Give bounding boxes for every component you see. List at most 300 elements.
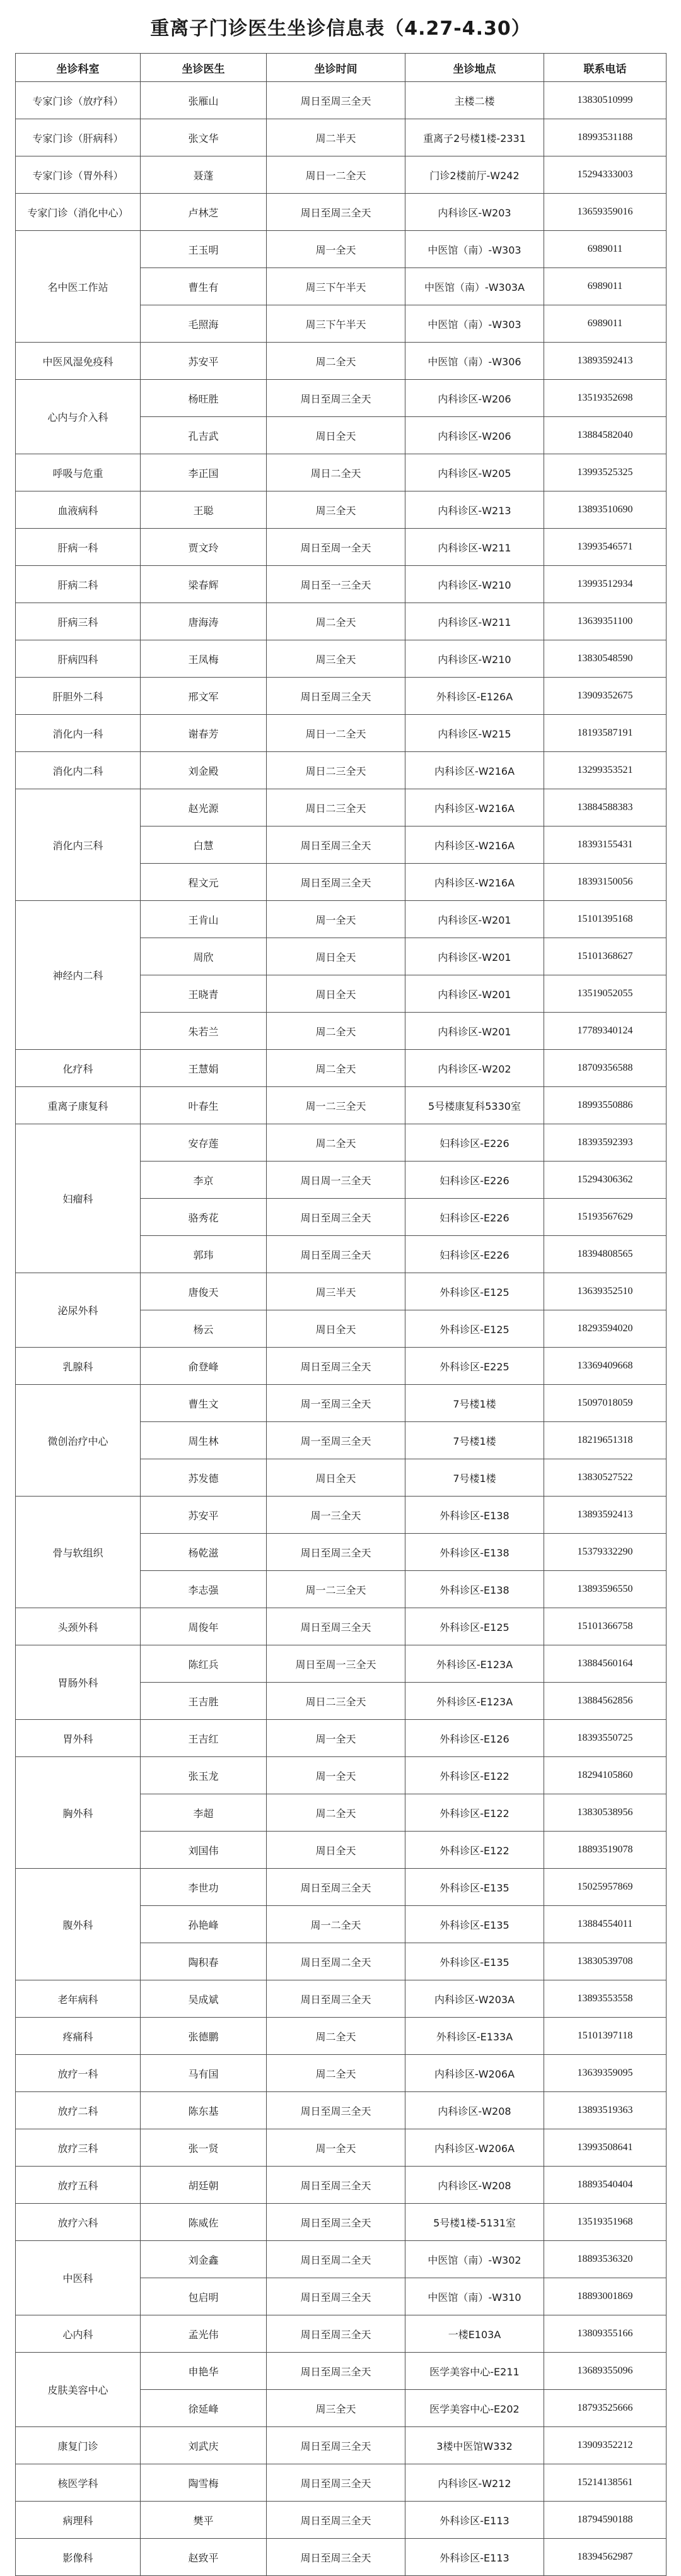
location-cell: 3楼中医馆W332 <box>405 2427 544 2464</box>
phone-cell: 13884582040 <box>544 417 666 454</box>
time-cell: 周一至周三全天 <box>267 1422 405 1459</box>
location-cell: 内科诊区-W201 <box>405 1013 544 1050</box>
time-cell: 周日至周三全天 <box>267 2092 405 2129</box>
location-cell: 中医馆（南）-W310 <box>405 2278 544 2315</box>
header-time: 坐诊时间 <box>267 54 405 82</box>
location-cell: 内科诊区-W201 <box>405 938 544 975</box>
phone-cell: 15101395168 <box>544 901 666 938</box>
department-cell: 专家门诊（胃外科） <box>16 156 141 194</box>
location-cell: 内科诊区-W205 <box>405 454 544 491</box>
time-cell: 周三全天 <box>267 640 405 678</box>
table-row <box>16 1087 666 1124</box>
time-cell: 周一全天 <box>267 901 405 938</box>
time-cell: 周三下午半天 <box>267 305 405 343</box>
table-row <box>16 2167 666 2204</box>
department-cell: 核医学科 <box>16 2464 141 2502</box>
table-row <box>16 2464 666 2502</box>
table-row <box>16 343 666 380</box>
location-cell: 内科诊区-W206 <box>405 380 544 417</box>
phone-cell: 13893519363 <box>544 2092 666 2129</box>
time-cell: 周三下午半天 <box>267 268 405 305</box>
phone-cell: 18193587191 <box>544 715 666 752</box>
department-cell: 影像科 <box>16 2539 141 2576</box>
table-row <box>16 454 666 491</box>
doctor-cell: 曹生有 <box>141 268 267 305</box>
department-cell: 病理科 <box>16 2502 141 2539</box>
doctor-cell: 刘金殿 <box>141 752 267 789</box>
doctor-cell: 刘武庆 <box>141 2427 267 2464</box>
phone-cell: 13639352510 <box>544 1273 666 1310</box>
phone-cell: 18394808565 <box>544 1236 666 1273</box>
department-cell: 血液病科 <box>16 491 141 529</box>
doctor-cell: 骆秀花 <box>141 1199 267 1236</box>
location-cell: 外科诊区-E125 <box>405 1273 544 1310</box>
doctor-cell: 周欣 <box>141 938 267 975</box>
location-cell: 内科诊区-W216A <box>405 864 544 901</box>
phone-cell: 18393592393 <box>544 1124 666 1162</box>
doctor-cell: 谢春芳 <box>141 715 267 752</box>
phone-cell: 15214138561 <box>544 2464 666 2502</box>
location-cell: 外科诊区-E125 <box>405 1608 544 1645</box>
time-cell: 周日至周三全天 <box>267 826 405 864</box>
time-cell: 周日至周三全天 <box>267 194 405 231</box>
table-row <box>16 1608 666 1645</box>
time-cell: 周日至周三全天 <box>267 1534 405 1571</box>
location-cell: 内科诊区-W210 <box>405 640 544 678</box>
phone-cell: 13639351100 <box>544 603 666 640</box>
location-cell: 内科诊区-W206 <box>405 417 544 454</box>
phone-cell: 18393550725 <box>544 1720 666 1757</box>
time-cell: 周日周一三全天 <box>267 1162 405 1199</box>
time-cell: 周日至周三全天 <box>267 380 405 417</box>
table-row <box>16 1869 666 1906</box>
table-row <box>16 752 666 789</box>
department-cell: 放疗一科 <box>16 2055 141 2092</box>
phone-cell: 18893519078 <box>544 1832 666 1869</box>
location-cell: 内科诊区-W211 <box>405 603 544 640</box>
time-cell: 周日至周三全天 <box>267 1980 405 2018</box>
time-cell: 周日全天 <box>267 1310 405 1348</box>
table-row <box>16 156 666 194</box>
location-cell: 外科诊区-E126 <box>405 1720 544 1757</box>
table-row <box>16 231 666 268</box>
time-cell: 周一全天 <box>267 231 405 268</box>
time-cell: 周二全天 <box>267 2018 405 2055</box>
location-cell: 内科诊区-W216A <box>405 789 544 826</box>
doctor-cell: 郭玮 <box>141 1236 267 1273</box>
phone-cell: 15193567629 <box>544 1199 666 1236</box>
doctor-cell: 白慧 <box>141 826 267 864</box>
location-cell: 外科诊区-E122 <box>405 1794 544 1832</box>
phone-cell: 18893536320 <box>544 2241 666 2278</box>
department-cell: 胃外科 <box>16 1720 141 1757</box>
doctor-cell: 朱若兰 <box>141 1013 267 1050</box>
time-cell: 周二全天 <box>267 1124 405 1162</box>
phone-cell: 13830539708 <box>544 1943 666 1980</box>
phone-cell: 13369409668 <box>544 1348 666 1385</box>
doctor-cell: 俞登峰 <box>141 1348 267 1385</box>
phone-cell: 13830548590 <box>544 640 666 678</box>
doctor-cell: 贾文玲 <box>141 529 267 566</box>
location-cell: 外科诊区-E122 <box>405 1832 544 1869</box>
doctor-cell: 李正国 <box>141 454 267 491</box>
doctor-cell: 赵光源 <box>141 789 267 826</box>
doctor-cell: 王聪 <box>141 491 267 529</box>
time-cell: 周日至周三全天 <box>267 2427 405 2464</box>
location-cell: 5号楼1楼-5131室 <box>405 2204 544 2241</box>
time-cell: 周日至周三全天 <box>267 864 405 901</box>
department-cell: 专家门诊（肝病科） <box>16 119 141 156</box>
location-cell: 中医馆（南）-W302 <box>405 2241 544 2278</box>
department-cell: 泌尿外科 <box>16 1273 141 1348</box>
time-cell: 周日全天 <box>267 938 405 975</box>
header-doctor: 坐诊医生 <box>141 54 267 82</box>
location-cell: 内科诊区-W202 <box>405 1050 544 1087</box>
phone-cell: 13689355096 <box>544 2353 666 2390</box>
time-cell: 周日至周三全天 <box>267 1608 405 1645</box>
table-row <box>16 1980 666 2018</box>
phone-cell: 13519351968 <box>544 2204 666 2241</box>
doctor-cell: 樊平 <box>141 2502 267 2539</box>
phone-cell: 15101366758 <box>544 1608 666 1645</box>
time-cell: 周二全天 <box>267 343 405 380</box>
doctor-cell: 王吉红 <box>141 1720 267 1757</box>
location-cell: 内科诊区-W212 <box>405 2464 544 2502</box>
doctor-cell: 刘金鑫 <box>141 2241 267 2278</box>
phone-cell: 18893540404 <box>544 2167 666 2204</box>
table-row <box>16 640 666 678</box>
location-cell: 7号楼1楼 <box>405 1385 544 1422</box>
phone-cell: 13909352212 <box>544 2427 666 2464</box>
table-row <box>16 901 666 938</box>
department-cell: 放疗五科 <box>16 2167 141 2204</box>
time-cell: 周日至周三全天 <box>267 2539 405 2576</box>
department-cell: 疼痛科 <box>16 2018 141 2055</box>
doctor-cell: 申艳华 <box>141 2353 267 2390</box>
phone-cell: 15101368627 <box>544 938 666 975</box>
header-row <box>16 54 666 82</box>
location-cell: 医学美容中心-E211 <box>405 2353 544 2390</box>
table-row <box>16 1273 666 1310</box>
time-cell: 周三全天 <box>267 491 405 529</box>
location-cell: 外科诊区-E113 <box>405 2502 544 2539</box>
time-cell: 周日至周三全天 <box>267 2167 405 2204</box>
phone-cell: 18219651318 <box>544 1422 666 1459</box>
time-cell: 周日全天 <box>267 1459 405 1497</box>
table-row <box>16 678 666 715</box>
time-cell: 周日至周一全天 <box>267 529 405 566</box>
doctor-cell: 王晓青 <box>141 975 267 1013</box>
table-row <box>16 715 666 752</box>
department-cell: 放疗六科 <box>16 2204 141 2241</box>
phone-cell: 13830527522 <box>544 1459 666 1497</box>
time-cell: 周日至周三全天 <box>267 82 405 119</box>
phone-cell: 18993550886 <box>544 1087 666 1124</box>
doctor-cell: 李超 <box>141 1794 267 1832</box>
location-cell: 内科诊区-W203A <box>405 1980 544 2018</box>
department-cell: 肝病二科 <box>16 566 141 603</box>
doctor-cell: 赵致平 <box>141 2539 267 2576</box>
doctor-cell: 聂蓬 <box>141 156 267 194</box>
department-cell: 呼吸与危重 <box>16 454 141 491</box>
doctor-cell: 徐延峰 <box>141 2390 267 2427</box>
location-cell: 外科诊区-E122 <box>405 1757 544 1794</box>
time-cell: 周二全天 <box>267 2055 405 2092</box>
location-cell: 外科诊区-E126A <box>405 678 544 715</box>
department-cell: 心内科 <box>16 2315 141 2353</box>
time-cell: 周日全天 <box>267 1832 405 1869</box>
header-phone: 联系电话 <box>544 54 666 82</box>
department-cell: 肝胆外二科 <box>16 678 141 715</box>
time-cell: 周二全天 <box>267 1794 405 1832</box>
table-row <box>16 194 666 231</box>
location-cell: 内科诊区-W208 <box>405 2092 544 2129</box>
time-cell: 周日至周三全天 <box>267 1348 405 1385</box>
phone-cell: 13993508641 <box>544 2129 666 2167</box>
location-cell: 内科诊区-W203 <box>405 194 544 231</box>
location-cell: 医学美容中心-E202 <box>405 2390 544 2427</box>
table-row <box>16 2427 666 2464</box>
doctor-cell: 李世功 <box>141 1869 267 1906</box>
location-cell: 妇科诊区-E226 <box>405 1162 544 1199</box>
doctor-cell: 李志强 <box>141 1571 267 1608</box>
phone-cell: 18393155431 <box>544 826 666 864</box>
doctor-cell: 苏发德 <box>141 1459 267 1497</box>
doctor-cell: 周俊年 <box>141 1608 267 1645</box>
department-cell: 微创治疗中心 <box>16 1385 141 1497</box>
department-cell: 专家门诊（放疗科） <box>16 82 141 119</box>
location-cell: 7号楼1楼 <box>405 1459 544 1497</box>
table-row <box>16 491 666 529</box>
doctor-cell: 陈威佐 <box>141 2204 267 2241</box>
table-row <box>16 1050 666 1087</box>
table-row <box>16 82 666 119</box>
time-cell: 周一全天 <box>267 2129 405 2167</box>
department-cell: 头颈外科 <box>16 1608 141 1645</box>
location-cell: 重离子2号楼1楼-2331 <box>405 119 544 156</box>
location-cell: 妇科诊区-E226 <box>405 1199 544 1236</box>
phone-cell: 13884560164 <box>544 1645 666 1683</box>
time-cell: 周二半天 <box>267 119 405 156</box>
doctor-cell: 周生林 <box>141 1422 267 1459</box>
department-cell: 化疗科 <box>16 1050 141 1087</box>
phone-cell: 15379332290 <box>544 1534 666 1571</box>
table-row <box>16 566 666 603</box>
doctor-cell: 王玉明 <box>141 231 267 268</box>
time-cell: 周日二三全天 <box>267 789 405 826</box>
time-cell: 周日一二全天 <box>267 156 405 194</box>
phone-cell: 13909352675 <box>544 678 666 715</box>
department-cell: 骨与软组织 <box>16 1497 141 1608</box>
time-cell: 周日二全天 <box>267 454 405 491</box>
phone-cell: 18794590188 <box>544 2502 666 2539</box>
location-cell: 中医馆（南）-W303A <box>405 268 544 305</box>
department-cell: 消化内二科 <box>16 752 141 789</box>
time-cell: 周一全天 <box>267 1757 405 1794</box>
table-row <box>16 1124 666 1162</box>
table-row <box>16 2018 666 2055</box>
table-row <box>16 2241 666 2278</box>
phone-cell: 13519052055 <box>544 975 666 1013</box>
table-row <box>16 2539 666 2576</box>
phone-cell: 18709356588 <box>544 1050 666 1087</box>
phone-cell: 15294333003 <box>544 156 666 194</box>
time-cell: 周二全天 <box>267 1050 405 1087</box>
doctor-cell: 陈东基 <box>141 2092 267 2129</box>
header-location: 坐诊地点 <box>405 54 544 82</box>
department-cell: 消化内三科 <box>16 789 141 901</box>
table-row <box>16 1757 666 1794</box>
phone-cell: 18293594020 <box>544 1310 666 1348</box>
location-cell: 外科诊区-E123A <box>405 1683 544 1720</box>
table-row <box>16 1385 666 1422</box>
phone-cell: 13830538956 <box>544 1794 666 1832</box>
phone-cell: 18393150056 <box>544 864 666 901</box>
department-cell: 消化内一科 <box>16 715 141 752</box>
phone-cell: 13884562856 <box>544 1683 666 1720</box>
location-cell: 外科诊区-E138 <box>405 1534 544 1571</box>
department-cell: 放疗三科 <box>16 2129 141 2167</box>
phone-cell: 6989011 <box>544 231 666 268</box>
phone-cell: 13884554011 <box>544 1906 666 1943</box>
department-cell: 康复门诊 <box>16 2427 141 2464</box>
location-cell: 外科诊区-E123A <box>405 1645 544 1683</box>
location-cell: 7号楼1楼 <box>405 1422 544 1459</box>
doctor-cell: 陈红兵 <box>141 1645 267 1683</box>
phone-cell: 13893592413 <box>544 343 666 380</box>
location-cell: 中医馆（南）-W303 <box>405 231 544 268</box>
time-cell: 周日至周二全天 <box>267 1943 405 1980</box>
department-cell: 腹外科 <box>16 1869 141 1980</box>
location-cell: 中医馆（南）-W306 <box>405 343 544 380</box>
doctor-cell: 卢林芝 <box>141 194 267 231</box>
phone-cell: 13893592413 <box>544 1497 666 1534</box>
doctor-cell: 唐俊天 <box>141 1273 267 1310</box>
table-row <box>16 2502 666 2539</box>
location-cell: 外科诊区-E138 <box>405 1497 544 1534</box>
department-cell: 妇瘤科 <box>16 1124 141 1273</box>
time-cell: 周日至一三全天 <box>267 566 405 603</box>
doctor-cell: 杨乾滋 <box>141 1534 267 1571</box>
doctor-cell: 张一贤 <box>141 2129 267 2167</box>
location-cell: 外科诊区-E125 <box>405 1310 544 1348</box>
department-cell: 胃肠外科 <box>16 1645 141 1720</box>
table-row <box>16 2204 666 2241</box>
time-cell: 周日至周一三全天 <box>267 1645 405 1683</box>
time-cell: 周日全天 <box>267 975 405 1013</box>
time-cell: 周日二三全天 <box>267 752 405 789</box>
doctor-cell: 孟光伟 <box>141 2315 267 2353</box>
doctor-cell: 苏安平 <box>141 1497 267 1534</box>
doctor-cell: 陶雪梅 <box>141 2464 267 2502</box>
phone-cell: 13884588383 <box>544 789 666 826</box>
location-cell: 门诊2楼前厅-W242 <box>405 156 544 194</box>
doctor-cell: 安存莲 <box>141 1124 267 1162</box>
table-row <box>16 2315 666 2353</box>
time-cell: 周日至周三全天 <box>267 678 405 715</box>
time-cell: 周一二全天 <box>267 1906 405 1943</box>
time-cell: 周一全天 <box>267 1720 405 1757</box>
doctor-cell: 陶积春 <box>141 1943 267 1980</box>
time-cell: 周一二三全天 <box>267 1571 405 1608</box>
location-cell: 一楼E103A <box>405 2315 544 2353</box>
location-cell: 内科诊区-W216A <box>405 752 544 789</box>
time-cell: 周日至周三全天 <box>267 2278 405 2315</box>
department-cell: 放疗二科 <box>16 2092 141 2129</box>
table-row <box>16 603 666 640</box>
department-cell: 皮肤美容中心 <box>16 2353 141 2427</box>
location-cell: 妇科诊区-E226 <box>405 1236 544 1273</box>
location-cell: 外科诊区-E113 <box>405 2539 544 2576</box>
phone-cell: 15294306362 <box>544 1162 666 1199</box>
department-cell: 胸外科 <box>16 1757 141 1869</box>
phone-cell: 13893510690 <box>544 491 666 529</box>
table-row <box>16 529 666 566</box>
department-cell: 中医风湿免疫科 <box>16 343 141 380</box>
phone-cell: 13893596550 <box>544 1571 666 1608</box>
table-row <box>16 1497 666 1534</box>
doctor-cell: 梁春辉 <box>141 566 267 603</box>
location-cell: 内科诊区-W206A <box>405 2129 544 2167</box>
phone-cell: 13299353521 <box>544 752 666 789</box>
page-title: 重离子门诊医生坐诊信息表（4.27-4.30） <box>150 18 531 40</box>
location-cell: 内科诊区-W208 <box>405 2167 544 2204</box>
location-cell: 外科诊区-E135 <box>405 1869 544 1906</box>
doctor-cell: 孔吉武 <box>141 417 267 454</box>
table-row <box>16 2353 666 2390</box>
department-cell: 中医科 <box>16 2241 141 2315</box>
doctor-cell: 张德鹏 <box>141 2018 267 2055</box>
location-cell: 内科诊区-W206A <box>405 2055 544 2092</box>
doctor-cell: 邢文军 <box>141 678 267 715</box>
phone-cell: 13639359095 <box>544 2055 666 2092</box>
department-cell: 肝病一科 <box>16 529 141 566</box>
table-row <box>16 2129 666 2167</box>
doctor-cell: 张雁山 <box>141 82 267 119</box>
doctor-cell: 曹生文 <box>141 1385 267 1422</box>
doctor-cell: 唐海涛 <box>141 603 267 640</box>
location-cell: 内科诊区-W201 <box>405 901 544 938</box>
doctor-cell: 程文元 <box>141 864 267 901</box>
table-row <box>16 380 666 417</box>
time-cell: 周日至周三全天 <box>267 1869 405 1906</box>
table-row <box>16 1645 666 1683</box>
location-cell: 内科诊区-W216A <box>405 826 544 864</box>
phone-cell: 15025957869 <box>544 1869 666 1906</box>
doctor-cell: 吴成斌 <box>141 1980 267 2018</box>
phone-cell: 18793525666 <box>544 2390 666 2427</box>
table-row <box>16 2055 666 2092</box>
phone-cell: 13993525325 <box>544 454 666 491</box>
location-cell: 外科诊区-E135 <box>405 1906 544 1943</box>
location-cell: 内科诊区-W201 <box>405 975 544 1013</box>
doctor-cell: 王慧娟 <box>141 1050 267 1087</box>
doctor-cell: 杨旺胜 <box>141 380 267 417</box>
table-row <box>16 2092 666 2129</box>
department-cell: 肝病四科 <box>16 640 141 678</box>
phone-cell: 17789340124 <box>544 1013 666 1050</box>
location-cell: 主楼二楼 <box>405 82 544 119</box>
location-cell: 内科诊区-W210 <box>405 566 544 603</box>
phone-cell: 13993546571 <box>544 529 666 566</box>
schedule-table <box>15 53 666 2576</box>
phone-cell: 13993512934 <box>544 566 666 603</box>
location-cell: 外科诊区-E135 <box>405 1943 544 1980</box>
doctor-cell: 马有国 <box>141 2055 267 2092</box>
doctor-cell: 张玉龙 <box>141 1757 267 1794</box>
location-cell: 中医馆（南）-W303 <box>405 305 544 343</box>
location-cell: 外科诊区-E225 <box>405 1348 544 1385</box>
